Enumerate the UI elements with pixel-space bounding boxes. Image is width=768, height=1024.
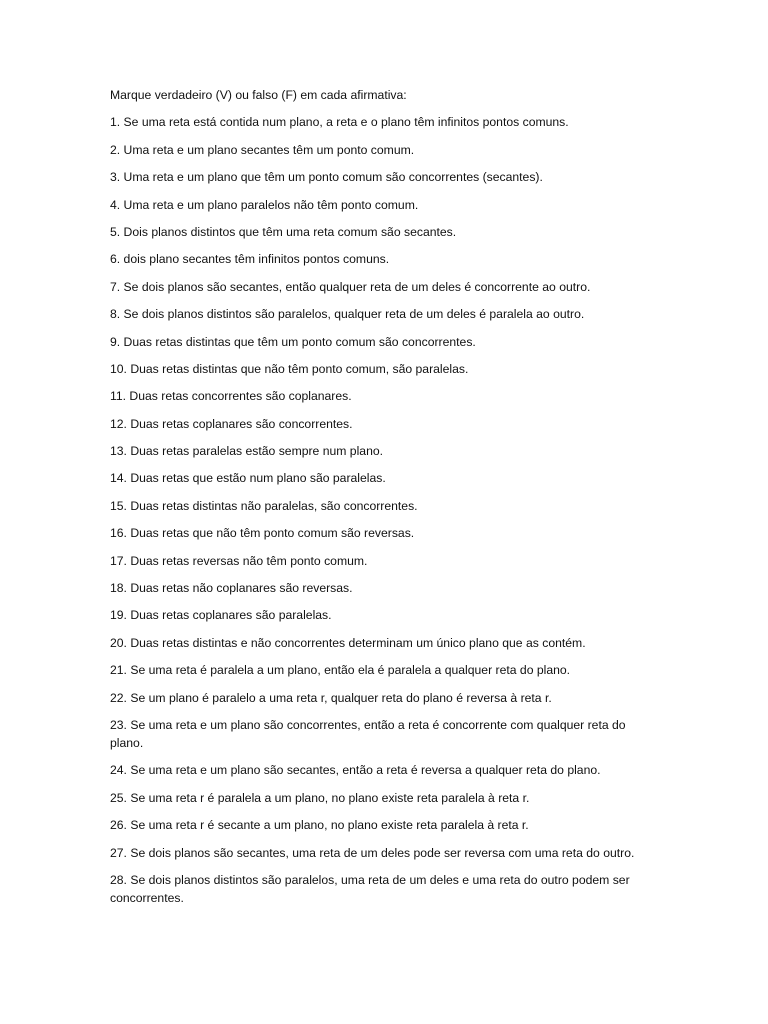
statement-item: 7. Se dois planos são secantes, então qualquer reta de um deles é concorrente ao outro. (110, 279, 591, 294)
statement-item: 9. Duas retas distintas que têm um ponto comum são concorrentes. (110, 334, 476, 349)
statement-item: 27. Se dois planos são secantes, uma reta de um deles pode ser reversa com uma reta do outro. (110, 845, 635, 860)
statement-item: 22. Se um plano é paralelo a uma reta r, qualquer reta do plano é reversa à reta r. (110, 690, 552, 705)
statement-item: 8. Se dois planos distintos são paralelos, qualquer reta de um deles é paralela ao outro. (110, 307, 585, 322)
statement-item: 10. Duas retas distintas que não têm ponto comum, são paralelas. (110, 361, 469, 376)
statement-item: 2. Uma reta e um plano secantes têm um ponto comum. (110, 142, 415, 157)
statement-item: 24. Se uma reta e um plano são secantes, então a reta é reversa a qualquer reta do plano. (110, 763, 601, 778)
statement-item: 20. Duas retas distintas e não concorrentes determinam um único plano que as contém. (110, 635, 586, 650)
statement-item: 16. Duas retas que não têm ponto comum são reversas. (110, 526, 415, 541)
statement-item: 28. Se dois planos distintos são paralelos, uma reta de um deles e uma reta do outro podem ser concorrentes. (110, 872, 630, 905)
statement-item: 25. Se uma reta r é paralela a um plano, no plano existe reta paralela à reta r. (110, 790, 530, 805)
statement-item: 3. Uma reta e um plano que têm um ponto comum são concorrentes (secantes). (110, 170, 543, 185)
statement-item: 12. Duas retas coplanares são concorrentes. (110, 416, 353, 431)
instructions-heading: Marque verdadeiro (V) ou falso (F) em cada afirmativa: (110, 88, 407, 102)
statement-item: 23. Se uma reta e um plano são concorrentes, então a reta é concorrente com qualquer reta do plano. (110, 717, 626, 750)
statement-item: 19. Duas retas coplanares são paralelas. (110, 608, 332, 623)
statement-item: 14. Duas retas que estão num plano são paralelas. (110, 471, 386, 486)
document-body (110, 86, 650, 916)
statement-item: 15. Duas retas distintas não paralelas, são concorrentes. (110, 498, 418, 513)
statement-item: 1. Se uma reta está contida num plano, a reta e o plano têm infinitos pontos comuns. (110, 115, 569, 130)
statement-item: 6. dois plano secantes têm infinitos pontos comuns. (110, 252, 390, 267)
statement-item: 17. Duas retas reversas não têm ponto comum. (110, 553, 368, 568)
statement-item: 5. Dois planos distintos que têm uma reta comum são secantes. (110, 224, 457, 239)
statement-item: 21. Se uma reta é paralela a um plano, então ela é paralela a qualquer reta do plano. (110, 663, 571, 678)
statement-item: 4. Uma reta e um plano paralelos não têm ponto comum. (110, 197, 419, 212)
statement-item: 13. Duas retas paralelas estão sempre num plano. (110, 444, 384, 459)
statement-item: 26. Se uma reta r é secante a um plano, no plano existe reta paralela à reta r. (110, 818, 529, 833)
statement-item: 18. Duas retas não coplanares são reversas. (110, 581, 353, 596)
statement-item: 11. Duas retas concorrentes são coplanares. (110, 389, 352, 404)
